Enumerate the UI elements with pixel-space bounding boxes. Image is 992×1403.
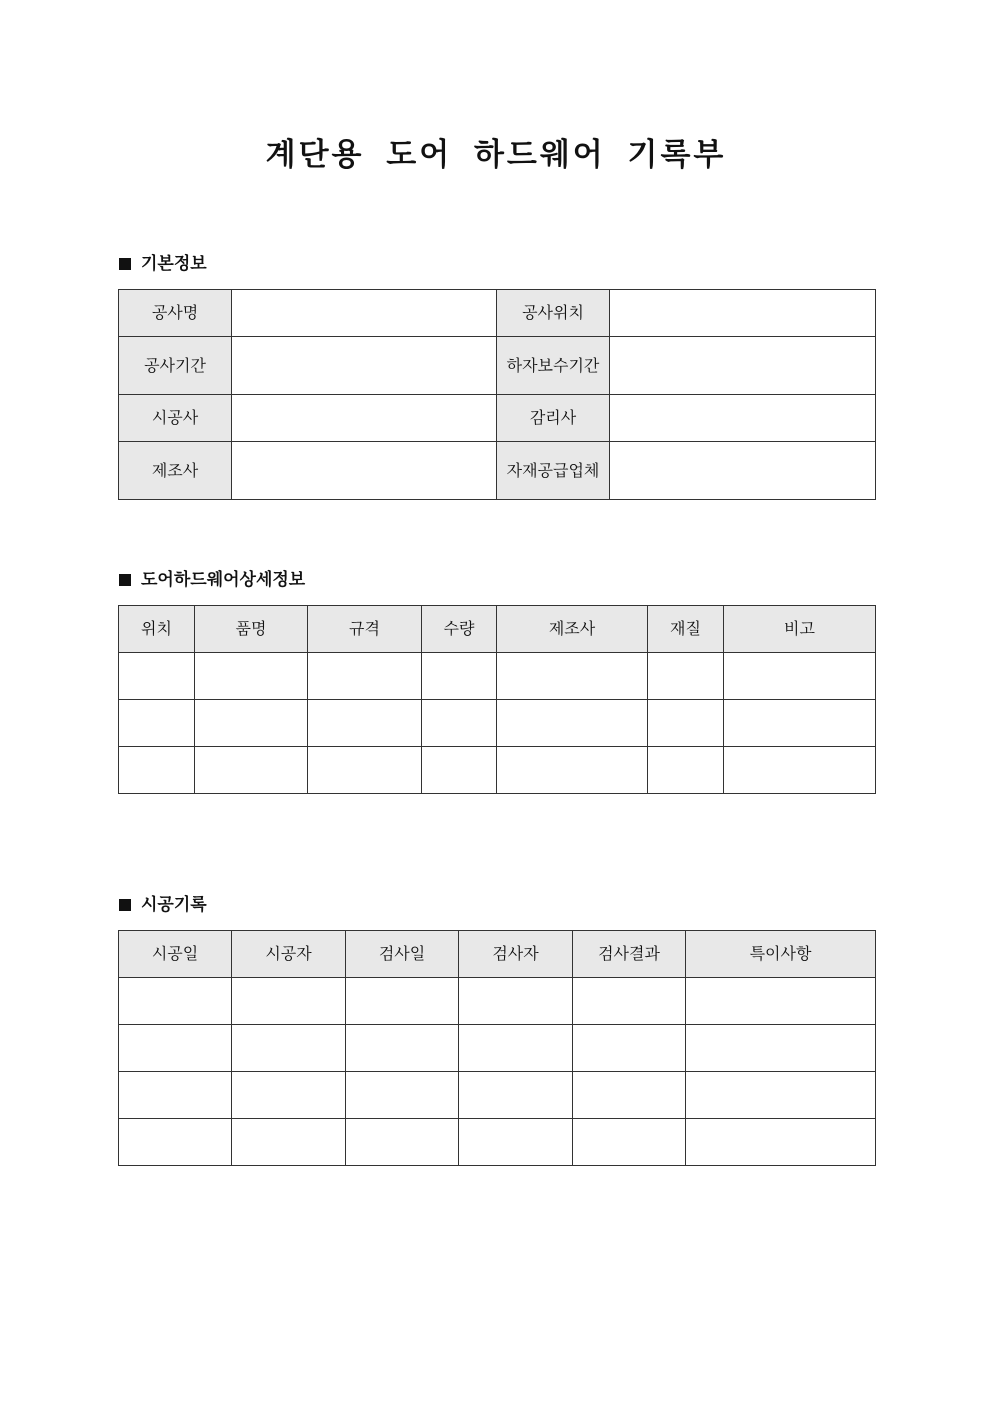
table-cell[interactable]: [686, 978, 876, 1025]
table-cell[interactable]: [422, 747, 497, 794]
basic-info-heading-text: 기본정보: [141, 254, 207, 274]
basic-info-table: [118, 289, 876, 500]
table-cell[interactable]: [422, 700, 497, 747]
square-bullet-icon: [119, 899, 131, 911]
project-period-field[interactable]: [232, 337, 497, 395]
page-title: 계단용 도어 하드웨어 기록부: [265, 137, 727, 173]
project-name-field[interactable]: [232, 290, 497, 337]
table-cell[interactable]: [308, 653, 422, 700]
table-cell[interactable]: [195, 653, 308, 700]
table-cell[interactable]: [232, 1025, 346, 1072]
table-cell[interactable]: [346, 1119, 459, 1166]
table-cell[interactable]: [308, 747, 422, 794]
square-bullet-icon: [119, 574, 131, 586]
table-cell[interactable]: [459, 1072, 573, 1119]
table-cell[interactable]: [346, 978, 459, 1025]
table-row: [119, 442, 876, 500]
column-header: 비고: [724, 606, 876, 653]
column-header: 위치: [119, 606, 195, 653]
construction-log-heading-text: 시공기록: [141, 895, 207, 915]
table-row: [119, 747, 876, 794]
table-cell[interactable]: [724, 700, 876, 747]
table-cell[interactable]: [497, 653, 648, 700]
label-cell: 제조사: [119, 442, 232, 500]
table-cell[interactable]: [573, 1025, 686, 1072]
table-cell[interactable]: [686, 1072, 876, 1119]
square-bullet-icon: [119, 258, 131, 270]
column-header: 시공자: [232, 931, 346, 978]
basic-info-heading: [119, 253, 207, 275]
column-header: 검사결과: [573, 931, 686, 978]
table-cell[interactable]: [346, 1072, 459, 1119]
hardware-detail-table: [118, 605, 876, 794]
table-cell[interactable]: [346, 1025, 459, 1072]
table-cell[interactable]: [119, 978, 232, 1025]
table-cell[interactable]: [459, 978, 573, 1025]
column-header: 품명: [195, 606, 308, 653]
contractor-field[interactable]: [232, 395, 497, 442]
table-cell[interactable]: [724, 653, 876, 700]
table-cell[interactable]: [119, 747, 195, 794]
table-cell[interactable]: [497, 747, 648, 794]
table-cell[interactable]: [232, 1072, 346, 1119]
manufacturer-field[interactable]: [232, 442, 497, 500]
table-cell[interactable]: [422, 653, 497, 700]
table-row: [119, 395, 876, 442]
table-cell[interactable]: [232, 1119, 346, 1166]
table-cell[interactable]: [308, 700, 422, 747]
label-cell: 공사기간: [119, 337, 232, 395]
table-cell[interactable]: [459, 1119, 573, 1166]
column-header: 수량: [422, 606, 497, 653]
table-cell[interactable]: [573, 1072, 686, 1119]
project-location-field[interactable]: [610, 290, 876, 337]
table-cell[interactable]: [648, 653, 724, 700]
table-row: [119, 1072, 876, 1119]
table-cell[interactable]: [232, 978, 346, 1025]
hardware-detail-heading: [119, 569, 305, 591]
table-cell[interactable]: [195, 747, 308, 794]
supplier-field[interactable]: [610, 442, 876, 500]
table-row: [119, 1119, 876, 1166]
table-cell[interactable]: [648, 747, 724, 794]
table-cell[interactable]: [119, 1119, 232, 1166]
table-row: [119, 653, 876, 700]
table-cell[interactable]: [119, 653, 195, 700]
column-header: 특이사항: [686, 931, 876, 978]
column-header: 검사자: [459, 931, 573, 978]
table-cell[interactable]: [573, 1119, 686, 1166]
label-cell: 자재공급업체: [497, 442, 610, 500]
column-header: 규격: [308, 606, 422, 653]
table-row: [119, 1025, 876, 1072]
warranty-period-field[interactable]: [610, 337, 876, 395]
table-cell[interactable]: [119, 1072, 232, 1119]
table-cell[interactable]: [648, 700, 724, 747]
column-header: 검사일: [346, 931, 459, 978]
label-cell: 감리사: [497, 395, 610, 442]
table-header-row: [119, 931, 876, 978]
label-cell: 하자보수기간: [497, 337, 610, 395]
table-cell[interactable]: [459, 1025, 573, 1072]
table-cell[interactable]: [724, 747, 876, 794]
table-cell[interactable]: [497, 700, 648, 747]
column-header: 재질: [648, 606, 724, 653]
hardware-detail-heading-text: 도어하드웨어상세정보: [141, 570, 306, 590]
table-cell[interactable]: [119, 1025, 232, 1072]
table-row: [119, 337, 876, 395]
column-header: 시공일: [119, 931, 232, 978]
table-row: [119, 978, 876, 1025]
label-cell: 공사위치: [497, 290, 610, 337]
table-row: [119, 700, 876, 747]
label-cell: 공사명: [119, 290, 232, 337]
column-header: 제조사: [497, 606, 648, 653]
construction-log-table: [118, 930, 876, 1166]
label-cell: 시공사: [119, 395, 232, 442]
construction-log-heading: [119, 894, 207, 916]
table-header-row: [119, 606, 876, 653]
supervisor-field[interactable]: [610, 395, 876, 442]
table-cell[interactable]: [119, 700, 195, 747]
table-cell[interactable]: [195, 700, 308, 747]
table-cell[interactable]: [686, 1119, 876, 1166]
table-cell[interactable]: [573, 978, 686, 1025]
table-row: [119, 290, 876, 337]
table-cell[interactable]: [686, 1025, 876, 1072]
